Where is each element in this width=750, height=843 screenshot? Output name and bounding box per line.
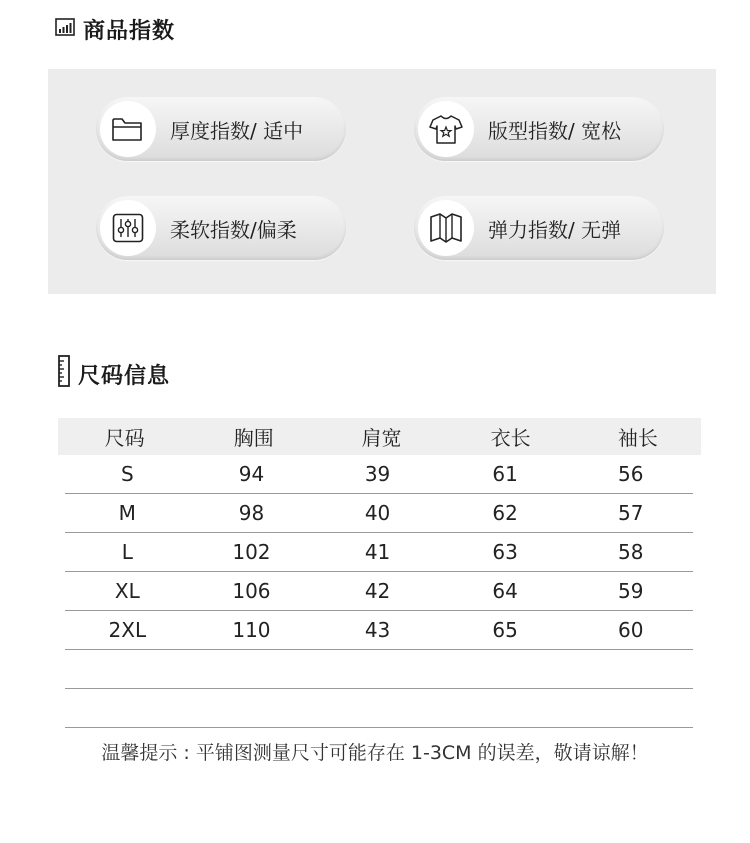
- header-shoulder: 肩宽: [361, 426, 402, 450]
- cell-chest: 94: [238, 462, 265, 486]
- cell-chest: 106: [232, 579, 271, 603]
- elastic-index-pill: [414, 196, 664, 260]
- cell-size: 2XL: [108, 618, 147, 642]
- cell-shoulder: 43: [364, 618, 391, 642]
- fit-index-pill: [414, 97, 664, 161]
- folder-icon: [111, 115, 145, 143]
- cell-chest: 110: [232, 618, 271, 642]
- fit-index-label: 版型指数/ 宽松: [488, 118, 622, 143]
- table-row-empty: [65, 650, 693, 689]
- softness-index-pill: [96, 196, 346, 260]
- cell-sleeve: 58: [617, 540, 644, 564]
- map-icon: [429, 212, 463, 244]
- table-row: [65, 572, 693, 611]
- ruler-icon: [58, 355, 70, 393]
- fit-icon-circle: [418, 101, 474, 157]
- size-table: [58, 418, 701, 728]
- table-row: [65, 611, 693, 650]
- table-row-empty: [65, 689, 693, 728]
- bar-chart-icon: [55, 17, 75, 42]
- cell-shoulder: 41: [364, 540, 391, 564]
- cell-chest: 98: [238, 501, 265, 525]
- cell-length: 65: [492, 618, 518, 642]
- table-row: [65, 533, 693, 572]
- cell-shoulder: 42: [364, 579, 391, 603]
- cell-length: 61: [492, 462, 518, 486]
- cell-shoulder: 39: [364, 462, 391, 486]
- thickness-icon-circle: [100, 101, 156, 157]
- elastic-index-label: 弹力指数/ 无弹: [488, 217, 622, 242]
- table-row: [65, 455, 693, 494]
- softness-index-label: 柔软指数/偏柔: [170, 217, 297, 242]
- cell-size: L: [121, 540, 133, 564]
- softness-icon-circle: [100, 200, 156, 256]
- header-chest: 胸围: [233, 426, 274, 450]
- header-length: 衣长: [490, 426, 531, 450]
- cell-size: M: [118, 501, 136, 525]
- cell-sleeve: 59: [617, 579, 644, 603]
- measurement-note: 温馨提示 : 平铺图测量尺寸可能存在 1-3CM 的误差，敬请谅解！: [101, 742, 649, 764]
- cell-chest: 102: [232, 540, 271, 564]
- header-sleeve: 袖长: [617, 426, 658, 450]
- cell-length: 64: [492, 579, 518, 603]
- size-info-title: [58, 355, 170, 393]
- cell-sleeve: 56: [617, 462, 644, 486]
- cell-size: XL: [114, 579, 140, 603]
- cell-sleeve: 60: [617, 618, 644, 642]
- header-size: 尺码: [104, 426, 145, 450]
- cell-length: 62: [492, 501, 518, 525]
- cell-length: 63: [492, 540, 518, 564]
- elastic-icon-circle: [418, 200, 474, 256]
- cell-size: S: [120, 462, 134, 486]
- cell-shoulder: 40: [364, 501, 391, 525]
- tshirt-icon: [429, 113, 463, 145]
- size-info-title-text: 尺码信息: [78, 363, 171, 389]
- size-table-header: [58, 418, 701, 455]
- product-index-title: [55, 14, 175, 45]
- product-index-title-text: 商品指数: [83, 19, 176, 44]
- thickness-index-pill: [96, 97, 346, 161]
- cell-sleeve: 57: [617, 501, 644, 525]
- sliders-icon: [112, 213, 144, 243]
- thickness-index-label: 厚度指数/ 适中: [170, 118, 304, 143]
- table-row: [65, 494, 693, 533]
